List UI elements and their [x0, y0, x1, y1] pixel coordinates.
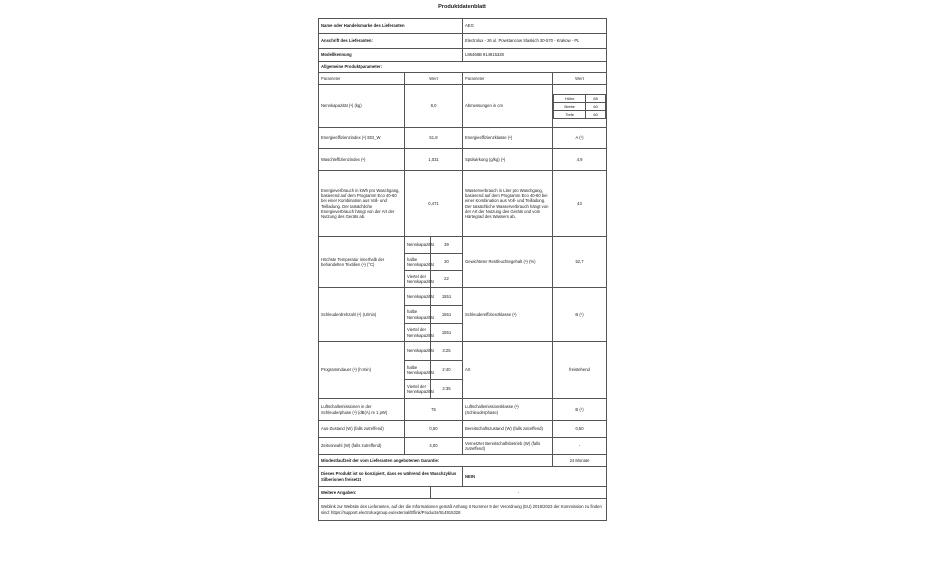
silver-ions-value: NEIN [463, 467, 607, 487]
depth-label: Tiefe [554, 110, 586, 118]
water-consumption-value: 43 [553, 171, 607, 237]
column-header-value: Wert [405, 73, 463, 85]
height-value: 85 [586, 94, 606, 102]
noise-class-label: Luftschallemissionsklasse (ᵃ) (Schleuderphase) [463, 399, 553, 421]
spin-value-rated: 1551 [431, 288, 463, 306]
temp-load-quarter: Viertel der Nennkapazität [405, 271, 431, 288]
energy-efficiency-index-value: 51,8 [405, 128, 463, 149]
sheet-title: Produktdatenblatt [438, 4, 486, 10]
further-info-value: - [431, 487, 607, 499]
noise-emission-value: 75 [405, 399, 463, 421]
temp-value-half: 30 [431, 254, 463, 271]
supplier-name-label: Name oder Handelsmarke des Lieferanten [319, 19, 463, 34]
spin-value-quarter: 1551 [431, 324, 463, 342]
spin-load-quarter: Viertel der Nennkapazität [405, 324, 431, 342]
parameters-table [318, 72, 607, 521]
guarantee-value: 24 Monate [553, 455, 607, 467]
duration-load-quarter: Viertel der Nennkapazität [405, 380, 431, 399]
energy-efficiency-class-value: A (ᶜ) [553, 128, 607, 149]
dimensions-cell [553, 85, 607, 128]
washing-efficiency-value: 1,031 [405, 149, 463, 171]
dimensions-label: Abmessungen in cm [463, 85, 553, 128]
column-header-parameter: Parameter [319, 73, 405, 85]
model-id-value: L86468B 914915328 [463, 49, 607, 62]
temp-load-rated: Nennkapazität [405, 237, 431, 254]
off-mode-value: 0,50 [405, 421, 463, 438]
duration-value-quarter: 2:35 [431, 380, 463, 399]
height-label: Höhe [554, 94, 586, 102]
remaining-moisture-value: 52,7 [553, 237, 607, 288]
supplier-weblink[interactable]: Weblink zur Website des Lieferanten, auf der die Informationen gemäß Anhang II Nummer 9 der Verordnung (EU) 2019/2023 der Kommission zu finden sind: https://support.electroluxgroup.eu/external/Eflink/Products/914915328 [319, 499, 607, 521]
networked-standby-value: - [553, 438, 607, 455]
energy-consumption-value: 0,471 [405, 171, 463, 237]
width-label: Breite [554, 102, 586, 110]
noise-class-value: B (ᶜ) [553, 399, 607, 421]
rated-capacity-value: 8,0 [405, 85, 463, 128]
temp-load-half: halbe Nennkapazität [405, 254, 431, 271]
further-info-label: Weitere Angaben: [319, 487, 431, 499]
standby-label: Bereitschaftszustand (W) (falls zutreffend) [463, 421, 553, 438]
max-temperature-label: Höchste Temperatur innerhalb der behandelten Textilien (ᵃ) (°C) [319, 237, 405, 288]
energy-efficiency-index-label: Energieeffizienzindex (ᵃ) EEI_W [319, 128, 405, 149]
energy-efficiency-class-label: Energieeffizienzklasse (ᵃ) [463, 128, 553, 149]
supplier-name-value: AEG [463, 19, 607, 34]
standby-value: 0,50 [553, 421, 607, 438]
temp-value-rated: 39 [431, 237, 463, 254]
delay-start-value: 4,00 [405, 438, 463, 455]
guarantee-label: Mindestlaufzeit der vom Lieferanten angebotenen Garantie: [319, 455, 553, 467]
supplier-table [318, 18, 607, 73]
noise-emission-label: Luftschallemissionen in der Schleuderphase (ᵃ) (dB(A) re 1 pW) [319, 399, 405, 421]
spin-load-half: halbe Nennkapazität [405, 306, 431, 324]
type-value: freistehend [553, 342, 607, 399]
washing-efficiency-label: Waschleffizienzindex (ᵃ) [319, 149, 405, 171]
programme-duration-label: Programmdauer (ᵃ) (h:min) [319, 342, 405, 399]
temp-value-quarter: 22 [431, 271, 463, 288]
spin-value-half: 1551 [431, 306, 463, 324]
supplier-address-label: Anschrift des Lieferanten: [319, 34, 463, 49]
spin-class-label: Schleudereffizienzklasse (ᵃ) [463, 288, 553, 342]
model-id-label: Modellkennung [319, 49, 463, 62]
dimensions-table [553, 94, 606, 119]
duration-value-half: 2:40 [431, 361, 463, 380]
remaining-moisture-label: Gewichteter Restfeuchtegehalt (ᵃ) (%) [463, 237, 553, 288]
column-header-value-2: Wert [553, 73, 607, 85]
energy-consumption-label: Energieverbrauch in kWh pro Waschgang, basierend auf dem Programm Eco 40-60 bei einer Kombination aus Voll- und Teilladung. Der tatsächliche Energieverbrauch hängt von der Art der Nutzung des Geräts ab. [319, 171, 405, 237]
general-parameters-heading: Allgemeine Produktparameter: [319, 62, 607, 73]
duration-load-rated: Nennkapazität [405, 342, 431, 361]
rinsing-effectiveness-label: Spülwirkung (g/kg) (ᵃ) [463, 149, 553, 171]
spin-class-value: B (ᶜ) [553, 288, 607, 342]
product-data-sheet [318, 0, 606, 534]
duration-value-rated: 3:25 [431, 342, 463, 361]
delay-start-label: Zeitvorwahl (W) (falls zutreffend) [319, 438, 405, 455]
width-value: 60 [586, 102, 606, 110]
silver-ions-label: Dieses Produkt ist so konzipiert, dass es während des Waschzyklus Silberionen freisetzt [319, 467, 463, 487]
type-label: Art [463, 342, 553, 399]
depth-value: 60 [586, 110, 606, 118]
off-mode-label: Aus-Zustand (W) (falls zutreffend) [319, 421, 405, 438]
water-consumption-label: Wasserverbrauch in Liter pro Waschgang, basierend auf dem Programm Eco 40-60 bei einer Kombination aus Voll- und Teilladung. Der tatsächliche Wasserverbrauch hängt von der Art der Nutzung des Geräts und vom Härtegrad des Wassers ab. [463, 171, 553, 237]
rated-capacity-label: Nennkapazität (ᵃ) (kg) [319, 85, 405, 128]
spin-speed-label: Schleuderdrehzahl (ᵃ) (U/min) [319, 288, 405, 342]
column-header-parameter-2: Parameter [463, 73, 553, 85]
networked-standby-label: Vernetzter Bereitschaftsbetrieb (W) (falls zutreffend) [463, 438, 553, 455]
supplier-address-value: Electrolux - 26 ul. Powstancow Slaskich 30-570 - Krakow - PL [463, 34, 607, 49]
spin-load-rated: Nennkapazität [405, 288, 431, 306]
duration-load-half: halbe Nennkapazität [405, 361, 431, 380]
rinsing-effectiveness-value: 4,9 [553, 149, 607, 171]
